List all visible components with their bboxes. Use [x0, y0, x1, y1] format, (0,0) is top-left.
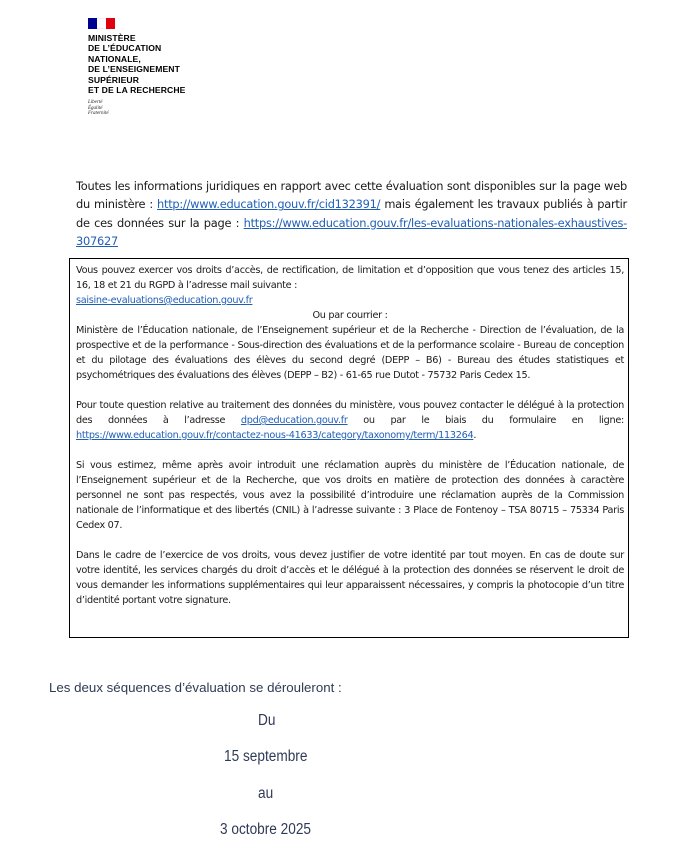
dpo-paragraph	[76, 398, 624, 443]
dpd-email-link[interactable]: dpd@education.gouv.fr	[240, 415, 348, 426]
cnil-paragraph: Si vous estimez, même après avoir introduit une réclamation auprès du ministère de l’Éducation nationale, de l’Enseignement supérieur et de la Recherche, que vos droits en matière de protection des données à caractère personnel ne sont pas respectés, vous avez la possibilité d’introduire une réclamation auprès de la Commission nationale de l’informatique et des libertés (CNIL) à l’adresse suivante : 3 Place de Fontenoy – TSA 80715 – 75334 Paris Cedex 07.	[76, 460, 624, 531]
saisine-email-link[interactable]: saisine-evaluations@education.gouv.fr	[76, 295, 253, 306]
motto-line: Liberté	[88, 100, 103, 106]
contact-form-link[interactable]: https://www.education.gouv.fr/contactez-nous-41633/category/taxonomy/term/113264	[76, 430, 474, 441]
french-flag-icon	[88, 18, 115, 29]
ministry-logo	[88, 18, 228, 116]
dpo-text-end: .	[473, 430, 477, 441]
date-end: 3 octobre 2025	[220, 821, 312, 838]
date-du: Du	[258, 712, 276, 729]
ministry-name-line: DE L’ENSEIGNEMENT	[88, 64, 180, 75]
courrier-label: Ou par courrier :	[312, 310, 388, 321]
dpo-text: ou par le biais du formulaire en ligne:	[347, 415, 624, 426]
rights-text: Vous pouvez exercer vos droits d’accès, de rectification, de limitation et d’opposition que vous tenez des articles 15, 16, 18 et 21 du RGPD à l’adresse mail suivante :	[76, 265, 624, 291]
sequences-intro: Les deux séquences d’évaluation se dérouleront :	[49, 680, 342, 695]
dpo-text: Pour toute question relative au traitement des données du ministère, vous pouvez contacter le délégué à la protection des données à l’adresse	[76, 400, 624, 426]
ministry-name-line: SUPÉRIEUR	[88, 74, 140, 85]
ministry-link[interactable]: http://www.education.gouv.fr/cid132391/	[157, 197, 381, 212]
identity-paragraph: Dans le cadre de l’exercice de vos droits, vous devez justifier de votre identité par tout moyen. En cas de doute sur votre identité, les services chargés du droit d’accès et le délégué à la protection des données se réservent le droit de vous demander les informations supplémentaires qui leur apparaissent nécessaires, y compris la photocopie d’un titre d’identité portant votre signature.	[76, 550, 624, 606]
rights-paragraph	[76, 263, 624, 308]
motto-line: Fraternité	[88, 110, 109, 116]
date-start: 15 septembre	[224, 748, 308, 765]
rights-info-box	[69, 258, 629, 638]
intro-text: Toutes les informations juridiques en rapport avec cette évaluation sont disponibles sur la page web du ministère :	[76, 179, 627, 212]
motto-line: Égalité	[88, 105, 103, 111]
date-au: au	[258, 785, 274, 802]
evaluations-link[interactable]: https://www.education.gouv.fr/les-evaluations-nationales-exhaustives-307627	[76, 215, 627, 249]
ministry-name-line: MINISTÈRE	[88, 33, 136, 43]
ministry-name-line: ET DE LA RECHERCHE	[88, 85, 186, 96]
intro-text: mais également les travaux publiés à partir de ces données sur la page :	[76, 197, 627, 230]
ministry-name-line: NATIONALE,	[88, 53, 141, 64]
republic-motto	[88, 100, 228, 116]
postal-address: Ministère de l’Éducation nationale, de l’Enseignement supérieur et de la Recherche - Direction de l’évaluation, de la prospective et de la performance - Sous-direction des évaluations et de la performance scolaire - Bureau de conception et du pilotage des évaluations des élèves du second degré (DEPP – B6) - Bureau des études statistiques et psychométriques des évaluations des élèves (DEPP – B2) - 61-65 rue Dutot - 75732 Paris Cedex 15.	[76, 325, 624, 381]
legal-info-paragraph	[76, 177, 627, 251]
ministry-name-line: DE L’ÉDUCATION	[88, 43, 162, 54]
